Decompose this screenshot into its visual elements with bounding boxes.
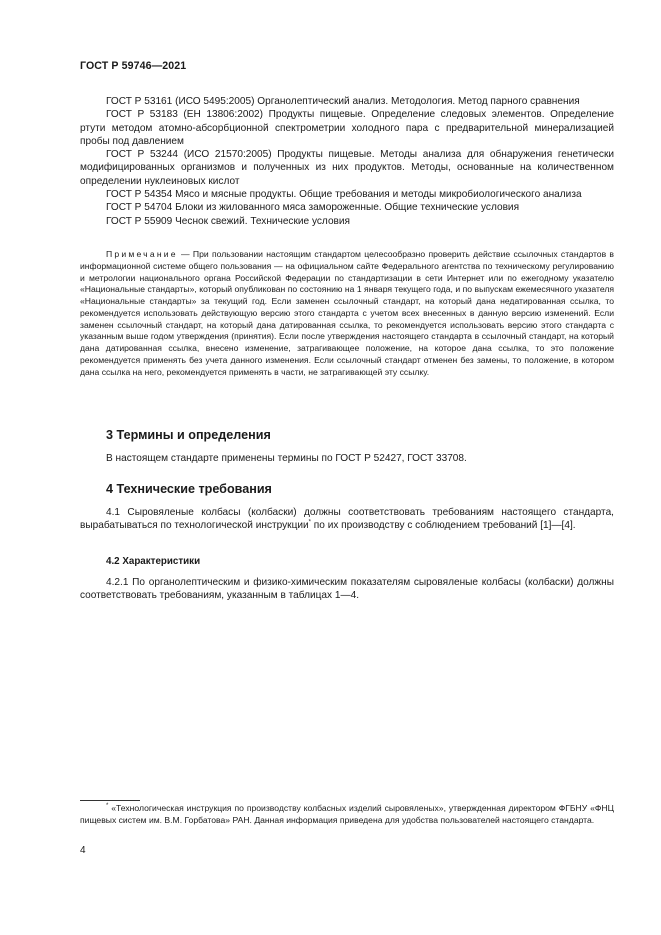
clause-4-1 — [80, 506, 614, 533]
clause-4-2-1: 4.2.1 По органолептическим и физико-химическим показателям сыровяленые колбасы (колбаски) должны соответствовать требованиям, указанным в таблицах 1—4. — [80, 577, 614, 602]
footnote-text: «Технологическая инструкция по производству колбасных изделий сыровяленых», утвержденная директором ФГБНУ «ФНЦ пищевых систем им. В.М. Горбатова» РАН. Данная информация приведена для удобства пользователей настоящего стандарта. — [80, 803, 614, 825]
note-paragraph — [80, 249, 614, 378]
standard-header: ГОСТ Р 59746—2021 — [80, 60, 187, 72]
clause-4-1-text-end: по их производству с соблюдением требований [1]—[4]. — [311, 520, 576, 532]
footnote — [80, 803, 614, 827]
footnote-divider — [80, 800, 140, 801]
reference-item: ГОСТ Р 53183 (ЕН 13806:2002) Продукты пищевые. Определение следовых элементов. Определение ртути методом атомно-абсорбционной спектрометрии холодного пара с предварительной минерализацией пробы под давлением — [80, 109, 614, 147]
section-4-heading: 4 Технические требования — [106, 482, 272, 496]
reference-item: ГОСТ Р 54704 Блоки из жилованного мяса замороженные. Общие технические условия — [106, 202, 520, 214]
clause-4-2-heading: 4.2 Характеристики — [106, 556, 201, 567]
reference-item: ГОСТ Р 55909 Чеснок свежий. Технические условия — [106, 215, 351, 227]
reference-item: ГОСТ Р 53161 (ИСО 5495:2005) Органолептический анализ. Методология. Метод парного сравнения — [106, 96, 580, 107]
note-label: Примечание — [106, 249, 178, 259]
note-text: — При пользовании настоящим стандартом целесообразно проверить действие ссылочных стандартов в информационной системе общего пользования — на официальном сайте Федерального агентства по техническому регулированию и метрологии национального органа Российской Федерации по стандартизации в сети Интернет или по ежегодному указателю «Национальные стандарты», который опубликован по состоянию на 1 января текущего года, и по выпускам ежемесячного указателя «Национальные стандарты» за текущий год. Если заменен ссылочный стандарт, на который дана недатированная ссылка, то рекомендуется использовать действующую версию этого стандарта с учетом всех внесенных в данную версию изменений. Если заменен ссылочный стандарт, на который дана датированная ссылка, то рекомендуется использовать версию этого стандарта с указанным выше годом утверждения (принятия). Если после утверждения настоящего стандарта в ссылочный стандарт, на который дана датированная ссылка, внесено изменение, затрагивающее положение, на которое дана ссылка, то это положение рекомендуется применять без учета данного изменения. Если ссылочный стандарт отменен без замены, то положение, в котором дана ссылка на него, рекомендуется применять в части, не затрагивающей эту ссылку. — [80, 249, 614, 377]
clause-4-1-text: 4.1 Сыровяленые колбасы (колбаски) должны соответствовать требованиям настоящего стандарта, вырабатываться по технологической инструкции — [80, 507, 614, 532]
reference-item: ГОСТ Р 54354 Мясо и мясные продукты. Общие требования и методы микробиологического анализа — [106, 189, 582, 201]
reference-list — [80, 95, 614, 228]
page-number: 4 — [80, 845, 86, 856]
footnote-mark: * — [106, 803, 109, 810]
section-3-heading: 3 Термины и определения — [106, 428, 271, 442]
section-3-text: В настоящем стандарте применены термины по ГОСТ Р 52427, ГОСТ 33708. — [106, 453, 467, 464]
reference-item: ГОСТ Р 53244 (ИСО 21570:2005) Продукты пищевые. Методы анализа для обнаружения генетически модифицированных организмов и полученных из них продуктов. Методы, основанные на количественном определении нуклеиновых кислот — [80, 149, 614, 187]
footnote-reference[interactable]: * — [308, 519, 311, 526]
